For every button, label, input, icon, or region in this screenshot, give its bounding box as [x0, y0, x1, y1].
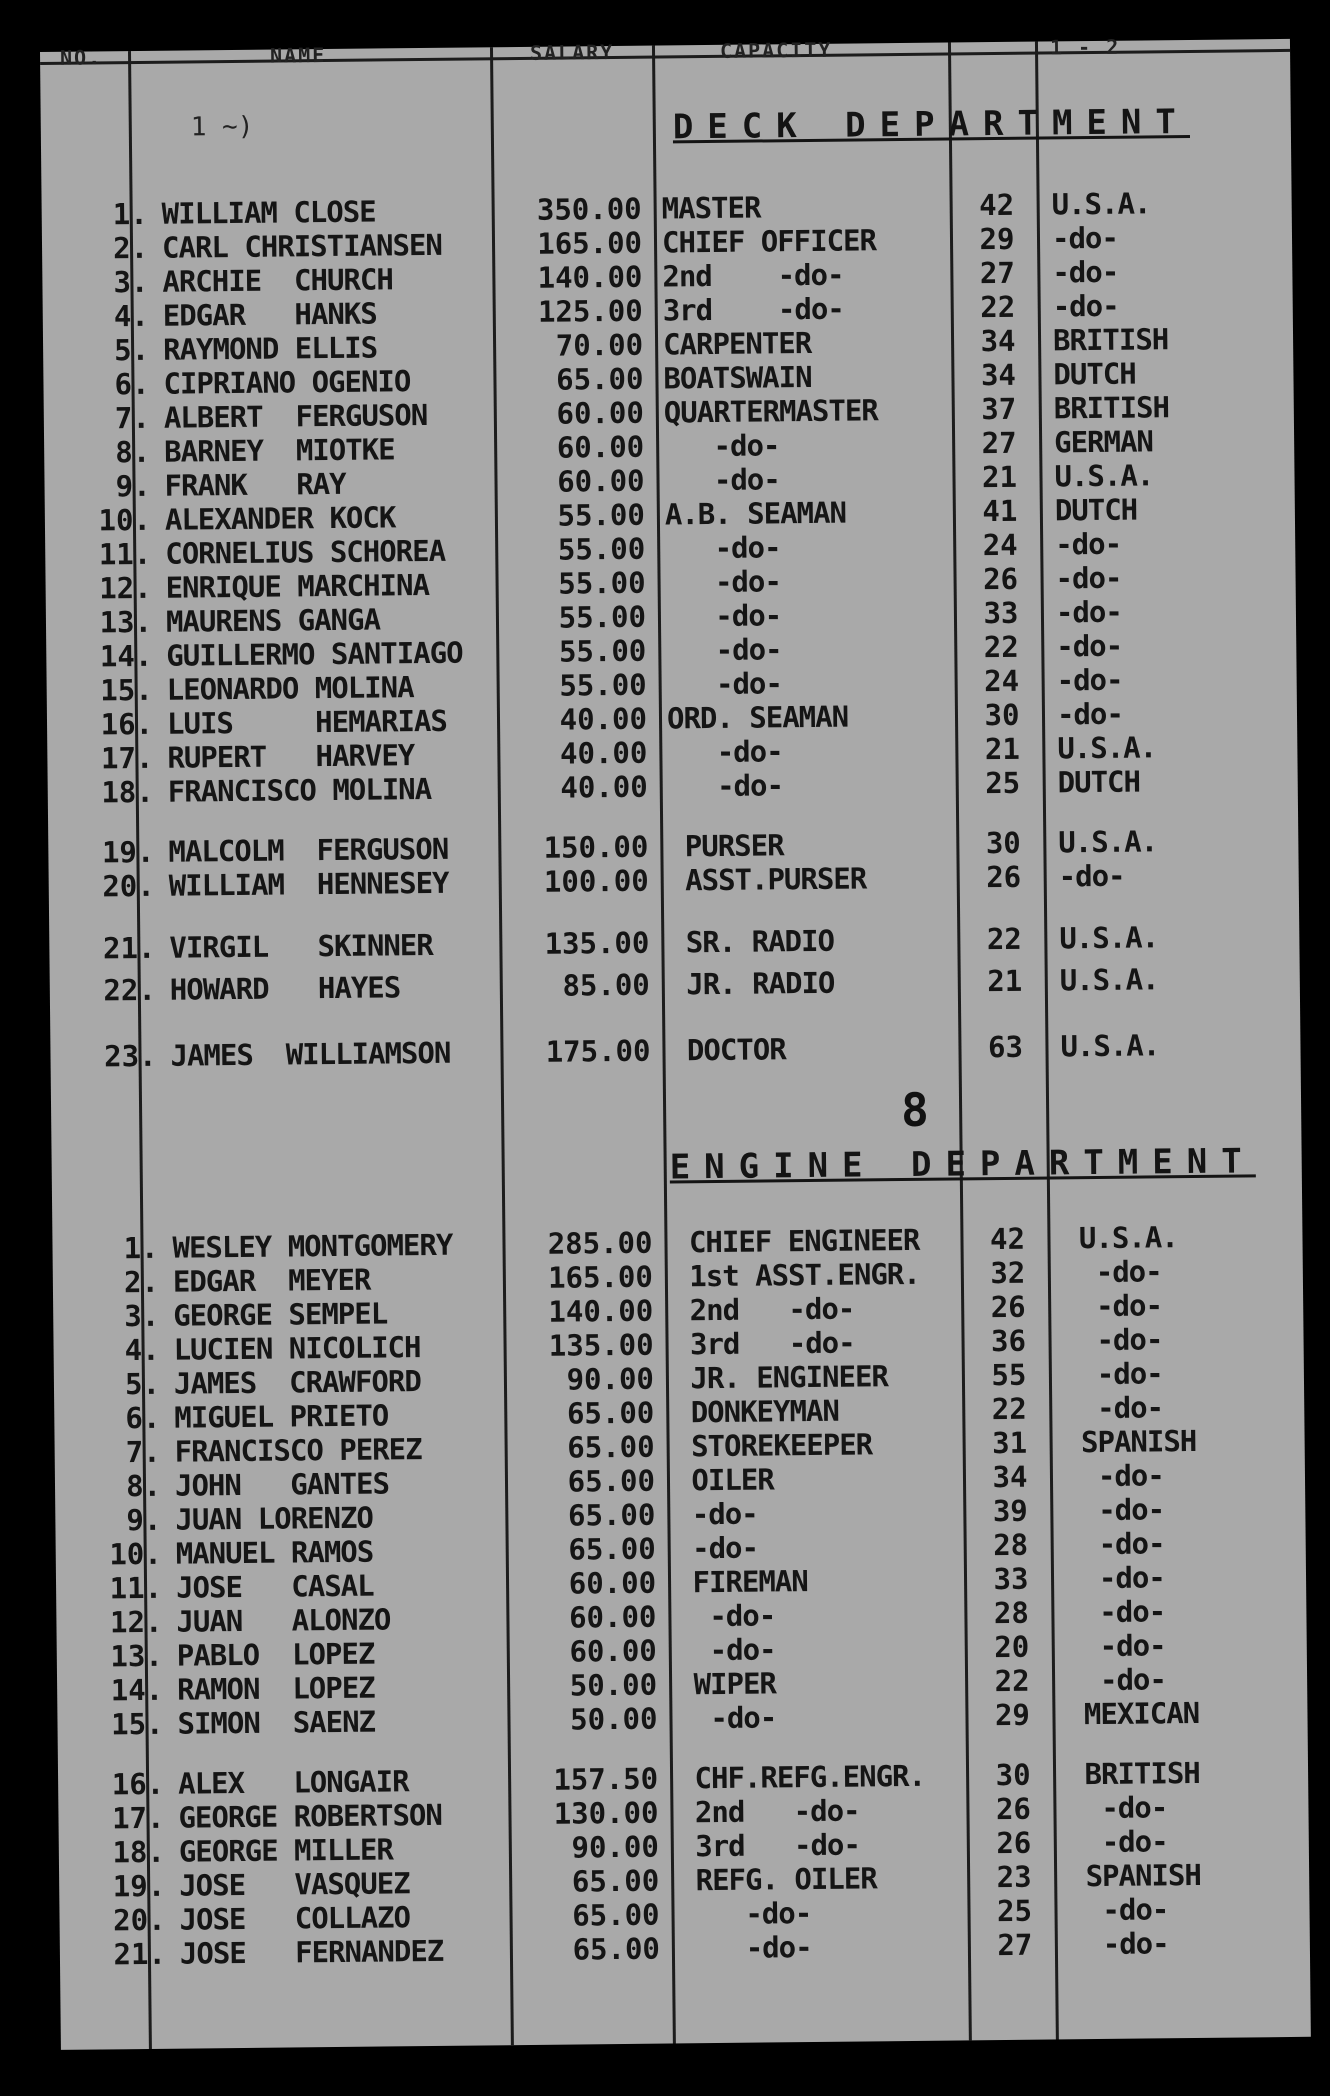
- age-value: 21: [984, 731, 1020, 767]
- nationality-value: -do-: [1065, 1492, 1165, 1528]
- age-value: 55: [991, 1357, 1027, 1393]
- salary-value: 140.00: [548, 1293, 654, 1329]
- capacity-value: PURSER: [668, 828, 784, 864]
- header-capacity: CAPACITY: [719, 37, 833, 63]
- nationality-value: -do-: [1063, 1288, 1163, 1324]
- nationality-value: -do-: [1055, 560, 1122, 596]
- crew-name: LUIS HEMARIAS: [166, 703, 448, 741]
- nationality-value: U.S.A.: [1057, 730, 1157, 766]
- nationality-value: BRITISH: [1067, 1755, 1200, 1792]
- crew-name: MAURENS GANGA: [165, 602, 381, 639]
- nationality-value: U.S.A.: [1058, 824, 1158, 860]
- row-number: 23.: [103, 1038, 157, 1074]
- row-number: 14.: [110, 1672, 164, 1708]
- crew-name: GEORGE SEMPEL: [173, 1296, 388, 1333]
- nationality-value: -do-: [1051, 220, 1119, 256]
- crew-name: LEONARDO MOLINA: [166, 670, 414, 707]
- crew-name: MANUEL RAMOS: [175, 1534, 374, 1571]
- salary-value: 65.00: [555, 361, 644, 397]
- nationality-value: -do-: [1062, 1254, 1162, 1290]
- crew-name: RAYMOND ELLIS: [162, 330, 378, 367]
- capacity-value: STOREKEEPER: [674, 1427, 873, 1464]
- salary-value: 65.00: [566, 1395, 655, 1431]
- row-number: 7.: [114, 400, 151, 436]
- nationality-value: BRITISH: [1052, 322, 1169, 358]
- capacity-value: -do-: [666, 666, 783, 702]
- age-value: 27: [979, 255, 1015, 291]
- crew-name: FRANCISCO MOLINA: [167, 771, 432, 809]
- row-number: 12.: [99, 570, 152, 606]
- capacity-value: -do-: [665, 564, 781, 600]
- nationality-value: -do-: [1065, 1560, 1165, 1596]
- crew-name: ALEXANDER KOCK: [164, 500, 396, 537]
- deck-department-title: DECK DEPARTMENT: [672, 101, 1191, 148]
- age-value: 29: [979, 221, 1015, 257]
- nationality-value: U.S.A.: [1059, 920, 1159, 956]
- capacity-value: CHIEF ENGINEER: [672, 1222, 920, 1260]
- salary-value: 60.00: [568, 1599, 657, 1635]
- row-number: 2.: [112, 230, 149, 266]
- nationality-value: -do-: [1066, 1594, 1166, 1630]
- age-value: 22: [983, 629, 1019, 665]
- row-number: 13.: [99, 604, 153, 640]
- age-value: 33: [993, 1561, 1029, 1597]
- nationality-value: U.S.A.: [1062, 1220, 1178, 1256]
- age-value: 34: [980, 323, 1016, 359]
- capacity-value: JR. ENGINEER: [673, 1359, 889, 1396]
- salary-value: 70.00: [555, 327, 644, 363]
- row-number: 15.: [100, 672, 153, 708]
- capacity-value: FIREMAN: [675, 1564, 808, 1600]
- capacity-value: -do-: [666, 632, 782, 668]
- crew-name: JOHN GANTES: [174, 1466, 390, 1503]
- nationality-value: -do-: [1056, 696, 1124, 732]
- row-number: 21.: [113, 1936, 167, 1972]
- capacity-value: DOCTOR: [670, 1032, 786, 1068]
- row-number: 17.: [100, 740, 154, 776]
- capacity-value: 1st ASST.ENGR.: [672, 1256, 920, 1294]
- nationality-value: DUTCH: [1054, 492, 1138, 528]
- capacity-value: ORD. SEAMAN: [666, 699, 849, 736]
- capacity-value: ASST.PURSER: [668, 861, 867, 898]
- crew-name: CORNELIUS SCHOREA: [165, 533, 446, 571]
- capacity-value: OILER: [674, 1462, 774, 1498]
- row-number: 20.: [113, 1902, 166, 1938]
- salary-value: 55.00: [558, 565, 646, 601]
- age-value: 24: [983, 663, 1020, 699]
- salary-value: 40.00: [560, 769, 648, 805]
- crew-name: FRANK RAY: [164, 466, 346, 503]
- row-number: 18.: [112, 1834, 166, 1870]
- row-number: 13.: [110, 1638, 163, 1674]
- row-number: 4.: [113, 298, 149, 334]
- capacity-value: SR. RADIO: [669, 923, 835, 960]
- row-number: 6.: [114, 366, 150, 402]
- row-number: 5.: [124, 1366, 161, 1402]
- age-value: 28: [993, 1527, 1029, 1563]
- nationality-value: -do-: [1066, 1662, 1167, 1698]
- crew-name: CIPRIANO OGENIO: [163, 364, 411, 401]
- age-value: 22: [991, 1391, 1027, 1427]
- salary-value: 65.00: [572, 1931, 661, 1967]
- age-value: 26: [982, 561, 1019, 597]
- salary-value: 85.00: [562, 967, 650, 1003]
- crew-name: JUAN ALONZO: [176, 1602, 391, 1639]
- manifest-page: [40, 34, 1311, 2050]
- salary-value: 60.00: [568, 1565, 657, 1601]
- nationality-value: -do-: [1065, 1526, 1165, 1562]
- crew-name: VIRGIL SKINNER: [169, 927, 433, 965]
- capacity-value: 3rd -do-: [673, 1325, 855, 1362]
- row-number: 15.: [110, 1706, 164, 1742]
- crew-name: JUAN LORENZO: [175, 1500, 374, 1537]
- nationality-value: SPANISH: [1064, 1423, 1197, 1460]
- row-number: 7.: [125, 1434, 161, 1470]
- crew-name: JAMES WILLIAMSON: [170, 1035, 451, 1073]
- engine-department-title: ENGINE DEPARTMENT: [669, 1141, 1256, 1188]
- crew-name: EDGAR HANKS: [162, 296, 377, 333]
- row-number: 11.: [98, 536, 152, 572]
- salary-value: 130.00: [553, 1795, 659, 1831]
- nationality-value: -do-: [1055, 526, 1122, 562]
- crew-name: SIMON SAENZ: [177, 1704, 376, 1741]
- row-number: 22.: [103, 972, 157, 1008]
- capacity-value: -do-: [675, 1530, 759, 1566]
- salary-value: 50.00: [569, 1667, 658, 1703]
- row-number: 1.: [112, 196, 148, 232]
- capacity-value: -do-: [676, 1598, 776, 1634]
- nationality-value: SPANISH: [1068, 1857, 1202, 1894]
- capacity-value: QUARTERMASTER: [663, 393, 878, 430]
- row-number: 2.: [123, 1264, 160, 1300]
- age-value: 24: [982, 527, 1018, 563]
- nationality-value: DUTCH: [1053, 356, 1136, 392]
- nationality-value: -do-: [1068, 1790, 1168, 1826]
- salary-value: 65.00: [568, 1531, 656, 1567]
- nationality-value: -do-: [1066, 1628, 1166, 1664]
- row-number: 8.: [115, 434, 151, 470]
- capacity-value: -do-: [663, 428, 780, 464]
- row-number: 19.: [101, 834, 155, 870]
- nationality-value: U.S.A.: [1059, 962, 1159, 998]
- page-number-mark: 8: [900, 1082, 930, 1138]
- nationality-value: -do-: [1069, 1892, 1169, 1928]
- row-number: 5.: [114, 332, 150, 368]
- salary-value: 65.00: [567, 1497, 656, 1533]
- salary-value: 60.00: [556, 395, 644, 431]
- salary-value: 65.00: [571, 1863, 660, 1899]
- header-corner-mark: 1 - 2: [1049, 34, 1121, 60]
- row-number: 3.: [113, 264, 149, 300]
- crew-name: RUPERT HARVEY: [167, 738, 415, 775]
- row-number: 10.: [98, 502, 152, 538]
- capacity-value: 3rd -do-: [678, 1827, 861, 1864]
- salary-value: 150.00: [543, 829, 649, 865]
- crew-name: JOSE VASQUEZ: [179, 1866, 410, 1903]
- salary-value: 40.00: [559, 735, 648, 771]
- nationality-value: -do-: [1063, 1322, 1163, 1358]
- nationality-value: -do-: [1055, 594, 1122, 630]
- nationality-value: U.S.A.: [1054, 458, 1154, 494]
- crew-name: GEORGE ROBERTSON: [178, 1797, 443, 1835]
- age-value: 26: [996, 1825, 1032, 1861]
- nationality-value: -do-: [1068, 1824, 1168, 1860]
- capacity-value: -do-: [679, 1930, 812, 1966]
- capacity-value: -do-: [667, 734, 783, 770]
- crew-name: FRANCISCO PEREZ: [174, 1432, 422, 1469]
- salary-value: 55.00: [558, 633, 647, 669]
- capacity-value: A.B. SEAMAN: [664, 495, 847, 532]
- crew-name: GUILLERMO SANTIAGO: [166, 635, 463, 673]
- age-value: 26: [995, 1791, 1032, 1827]
- age-value: 27: [981, 425, 1017, 461]
- crew-name: JOSE COLLAZO: [179, 1900, 411, 1937]
- row-number: 6.: [125, 1400, 161, 1436]
- row-number: 18.: [101, 774, 154, 810]
- salary-value: 125.00: [537, 293, 643, 329]
- row-number: 19.: [112, 1868, 166, 1904]
- salary-value: 157.50: [553, 1761, 659, 1797]
- row-number: 14.: [99, 638, 153, 674]
- row-number: 8.: [125, 1468, 162, 1504]
- crew-name: JOSE FERNANDEZ: [179, 1933, 444, 1971]
- crew-name: PABLO LOPEZ: [176, 1636, 375, 1673]
- salary-value: 65.00: [567, 1429, 655, 1465]
- nationality-value: U.S.A.: [1060, 1028, 1160, 1064]
- age-value: 37: [981, 391, 1017, 427]
- capacity-value: -do-: [667, 768, 784, 804]
- capacity-value: 2nd -do-: [673, 1291, 855, 1328]
- salary-value: 165.00: [537, 225, 643, 261]
- salary-value: 135.00: [548, 1327, 654, 1363]
- salary-value: 65.00: [567, 1463, 656, 1499]
- age-value: 25: [985, 765, 1021, 801]
- salary-value: 90.00: [566, 1361, 655, 1397]
- capacity-value: MASTER: [661, 190, 761, 226]
- nationality-value: DUTCH: [1057, 764, 1141, 800]
- header-no: NO.: [59, 45, 103, 70]
- row-number: 16.: [111, 1766, 165, 1802]
- age-value: 27: [997, 1927, 1033, 1963]
- age-value: 28: [993, 1595, 1030, 1631]
- capacity-value: CARPENTER: [662, 325, 812, 362]
- age-value: 30: [995, 1757, 1031, 1793]
- row-number: 4.: [124, 1332, 160, 1368]
- age-value: 26: [986, 859, 1022, 895]
- capacity-value: 2nd -do-: [678, 1793, 860, 1830]
- nationality-value: -do-: [1056, 628, 1123, 664]
- capacity-value: WIPER: [676, 1666, 777, 1702]
- row-number: 9.: [115, 468, 151, 504]
- age-value: 23: [996, 1859, 1032, 1895]
- capacity-value: REFG. OILER: [679, 1861, 877, 1898]
- salary-value: 60.00: [557, 463, 645, 499]
- nationality-value: -do-: [1052, 254, 1119, 290]
- age-value: 25: [996, 1893, 1033, 1929]
- table-row: [50, 961, 1300, 1008]
- capacity-value: BOATSWAIN: [663, 359, 812, 396]
- crew-name: GEORGE MILLER: [178, 1832, 394, 1869]
- nationality-value: -do-: [1064, 1458, 1164, 1494]
- salary-value: 50.00: [570, 1701, 658, 1737]
- age-value: 42: [989, 1221, 1026, 1257]
- age-value: 42: [979, 187, 1015, 223]
- salary-value: 40.00: [559, 701, 648, 737]
- age-value: 32: [990, 1255, 1026, 1291]
- nationality-value: -do-: [1052, 288, 1119, 324]
- age-value: 34: [992, 1459, 1028, 1495]
- crew-name: MIGUEL PRIETO: [174, 1398, 389, 1435]
- crew-name: ENRIQUE MARCHINA: [165, 567, 430, 605]
- salary-value: 55.00: [557, 531, 646, 567]
- nationality-value: -do-: [1056, 662, 1123, 698]
- salary-value: 65.00: [572, 1897, 660, 1933]
- crew-name: EDGAR MEYER: [172, 1262, 371, 1299]
- salary-value: 350.00: [536, 191, 642, 227]
- header-salary: SALARY: [529, 39, 615, 65]
- salary-value: 55.00: [557, 497, 646, 533]
- salary-value: 165.00: [547, 1259, 654, 1295]
- nationality-value: -do-: [1064, 1390, 1164, 1426]
- row-number: 9.: [126, 1502, 162, 1538]
- crew-name: JOSE CASAL: [175, 1568, 374, 1605]
- age-value: 39: [992, 1493, 1028, 1529]
- capacity-value: -do-: [679, 1896, 812, 1932]
- age-value: 21: [987, 963, 1023, 999]
- nationality-value: -do-: [1063, 1356, 1163, 1392]
- salary-value: 55.00: [558, 599, 647, 635]
- crew-name: RAMON LOPEZ: [176, 1670, 375, 1707]
- crew-name: JAMES CRAWFORD: [173, 1364, 422, 1401]
- capacity-value: 3rd -do-: [662, 291, 844, 328]
- nationality-value: GERMAN: [1053, 424, 1154, 460]
- row-number: 16.: [100, 706, 154, 742]
- age-value: 34: [980, 357, 1017, 393]
- salary-value: 100.00: [543, 863, 649, 899]
- capacity-value: -do-: [675, 1496, 758, 1532]
- salary-value: 285.00: [547, 1225, 653, 1261]
- salary-value: 175.00: [545, 1033, 651, 1069]
- nationality-value: BRITISH: [1053, 390, 1170, 426]
- age-value: 30: [984, 697, 1020, 733]
- nationality-value: U.S.A.: [1051, 186, 1151, 222]
- table-row: [50, 1027, 1300, 1074]
- salary-value: 140.00: [537, 259, 643, 295]
- capacity-value: CHF.REFG.ENGR.: [677, 1758, 926, 1796]
- crew-name: ALEX LONGAIR: [177, 1764, 409, 1801]
- crew-name: ARCHIE CHURCH: [162, 262, 394, 299]
- age-value: 20: [994, 1629, 1030, 1665]
- crew-name: ALBERT FERGUSON: [163, 397, 428, 435]
- age-value: 29: [994, 1697, 1031, 1733]
- row-number: 3.: [124, 1298, 160, 1334]
- age-value: 41: [982, 493, 1018, 529]
- nationality-value: -do-: [1069, 1926, 1169, 1962]
- capacity-value: -do-: [665, 598, 782, 634]
- crew-name: CARL CHRISTIANSEN: [161, 227, 443, 265]
- header-name: NAME: [269, 43, 327, 68]
- age-value: 22: [986, 921, 1022, 957]
- row-number: 1.: [123, 1230, 159, 1266]
- crew-name: WESLEY MONTGOMERY: [172, 1227, 453, 1265]
- age-value: 22: [980, 289, 1016, 325]
- salary-value: 135.00: [544, 925, 650, 961]
- nationality-value: MEXICAN: [1067, 1695, 1200, 1732]
- age-value: 22: [994, 1663, 1030, 1699]
- crew-name: HOWARD HAYES: [169, 970, 401, 1007]
- age-value: 36: [990, 1323, 1027, 1359]
- crew-name: BARNEY MIOTKE: [164, 432, 395, 469]
- salary-value: 55.00: [559, 667, 647, 703]
- age-value: 31: [991, 1425, 1028, 1461]
- salary-value: 60.00: [556, 429, 645, 465]
- row-number: 11.: [109, 1570, 163, 1606]
- row-number: 17.: [111, 1800, 165, 1836]
- capacity-value: 2nd -do-: [662, 257, 844, 294]
- crew-name: LUCIEN NICOLICH: [173, 1330, 421, 1367]
- age-value: 63: [987, 1029, 1024, 1065]
- capacity-value: -do-: [676, 1632, 776, 1668]
- capacity-value: JR. RADIO: [669, 965, 835, 1002]
- capacity-value: -do-: [677, 1700, 777, 1736]
- row-number: 10.: [109, 1536, 162, 1572]
- capacity-value: -do-: [664, 462, 780, 498]
- age-value: 26: [990, 1289, 1026, 1325]
- salary-value: 60.00: [569, 1633, 657, 1669]
- crew-name: WILLIAM CLOSE: [161, 194, 376, 231]
- capacity-value: -do-: [665, 530, 781, 566]
- age-value: 21: [981, 459, 1018, 495]
- crew-name: MALCOLM FERGUSON: [168, 831, 449, 869]
- row-number: 20.: [102, 868, 155, 904]
- row-number: 12.: [109, 1604, 163, 1640]
- age-value: 30: [985, 825, 1021, 861]
- row-number: 21.: [102, 930, 156, 966]
- age-value: 33: [983, 595, 1019, 631]
- capacity-value: CHIEF OFFICER: [661, 223, 877, 260]
- nationality-value: -do-: [1058, 858, 1125, 894]
- salary-value: 90.00: [571, 1829, 660, 1865]
- top-handwritten-mark: 1 ~): [190, 111, 254, 143]
- capacity-value: DONKEYMAN: [674, 1393, 840, 1430]
- table-row: [49, 919, 1299, 966]
- crew-name: WILLIAM HENNESEY: [168, 865, 449, 903]
